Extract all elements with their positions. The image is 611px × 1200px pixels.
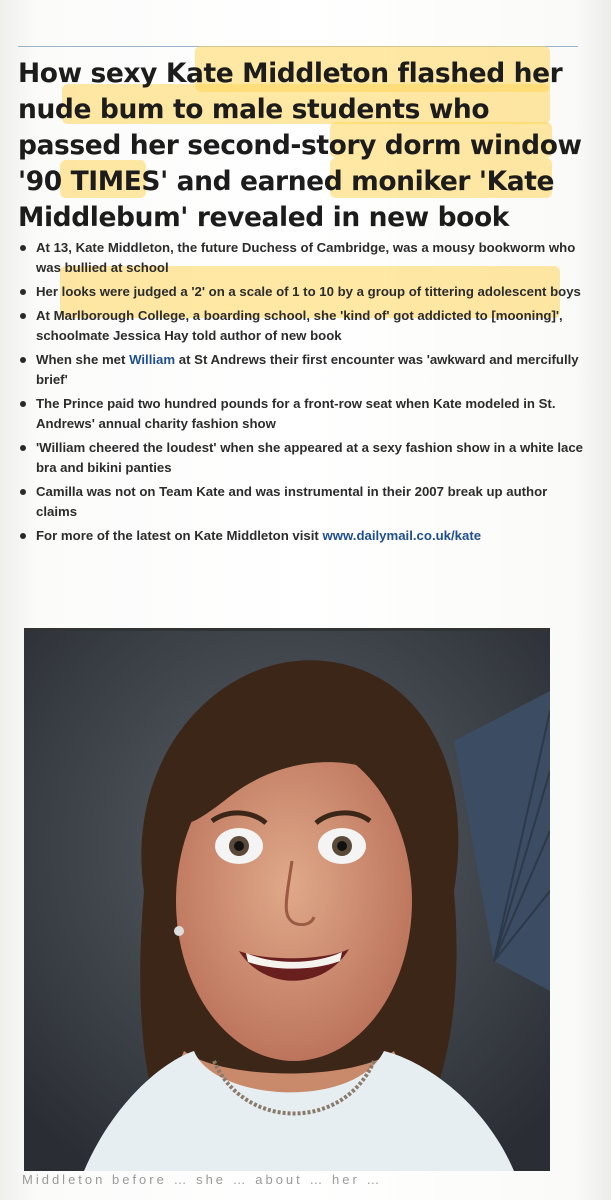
bullet-text: When she met (36, 352, 130, 367)
summary-bullet: At 13, Kate Middleton, the future Duchess of Cambridge, was a mousy bookworm who was bullied at school (18, 238, 583, 278)
headline-line: '90 TIMES' and earned moniker 'Kate (18, 166, 555, 197)
summary-bullet (18, 350, 583, 390)
headline-line: How sexy Kate Middleton flashed her (18, 58, 563, 89)
article-headline (18, 56, 593, 236)
summary-bullet: The Prince paid two hundred pounds for a front-row seat when Kate modeled in St. Andrews' annual charity fashion show (18, 394, 583, 434)
summary-bullet-list (18, 238, 583, 550)
summary-bullet: Camilla was not on Team Kate and was instrumental in their 2007 break up author claims (18, 482, 583, 522)
headline-line: passed her second-story dorm window (18, 130, 582, 161)
cropped-caption-text: Middleton before … she … about … her … (22, 1172, 383, 1187)
portrait-photo-illustration (24, 631, 550, 1171)
william-link[interactable]: William (129, 352, 176, 367)
article-photo (24, 628, 550, 1171)
dailymail-kate-link[interactable]: www.dailymail.co.uk/kate (322, 528, 482, 543)
bullet-text: For more of the latest on Kate Middleton visit (36, 528, 323, 543)
bullet-text: at St Andrews their first encounter was 'awkward and mercifully brief' (36, 352, 579, 387)
summary-bullet: 'William cheered the loudest' when she appeared at a sexy fashion show in a white lace bra and bikini panties (18, 438, 583, 478)
summary-bullet (18, 526, 583, 546)
headline-line: nude bum to male students who (18, 94, 490, 125)
headline-line: Middlebum' revealed in new book (18, 202, 509, 233)
summary-bullet: Her looks were judged a '2' on a scale of 1 to 10 by a group of tittering adolescent boys (18, 282, 583, 302)
summary-bullet: At Marlborough College, a boarding school, she 'kind of' got addicted to [mooning]', schoolmate Jessica Hay told author of new book (18, 306, 583, 346)
